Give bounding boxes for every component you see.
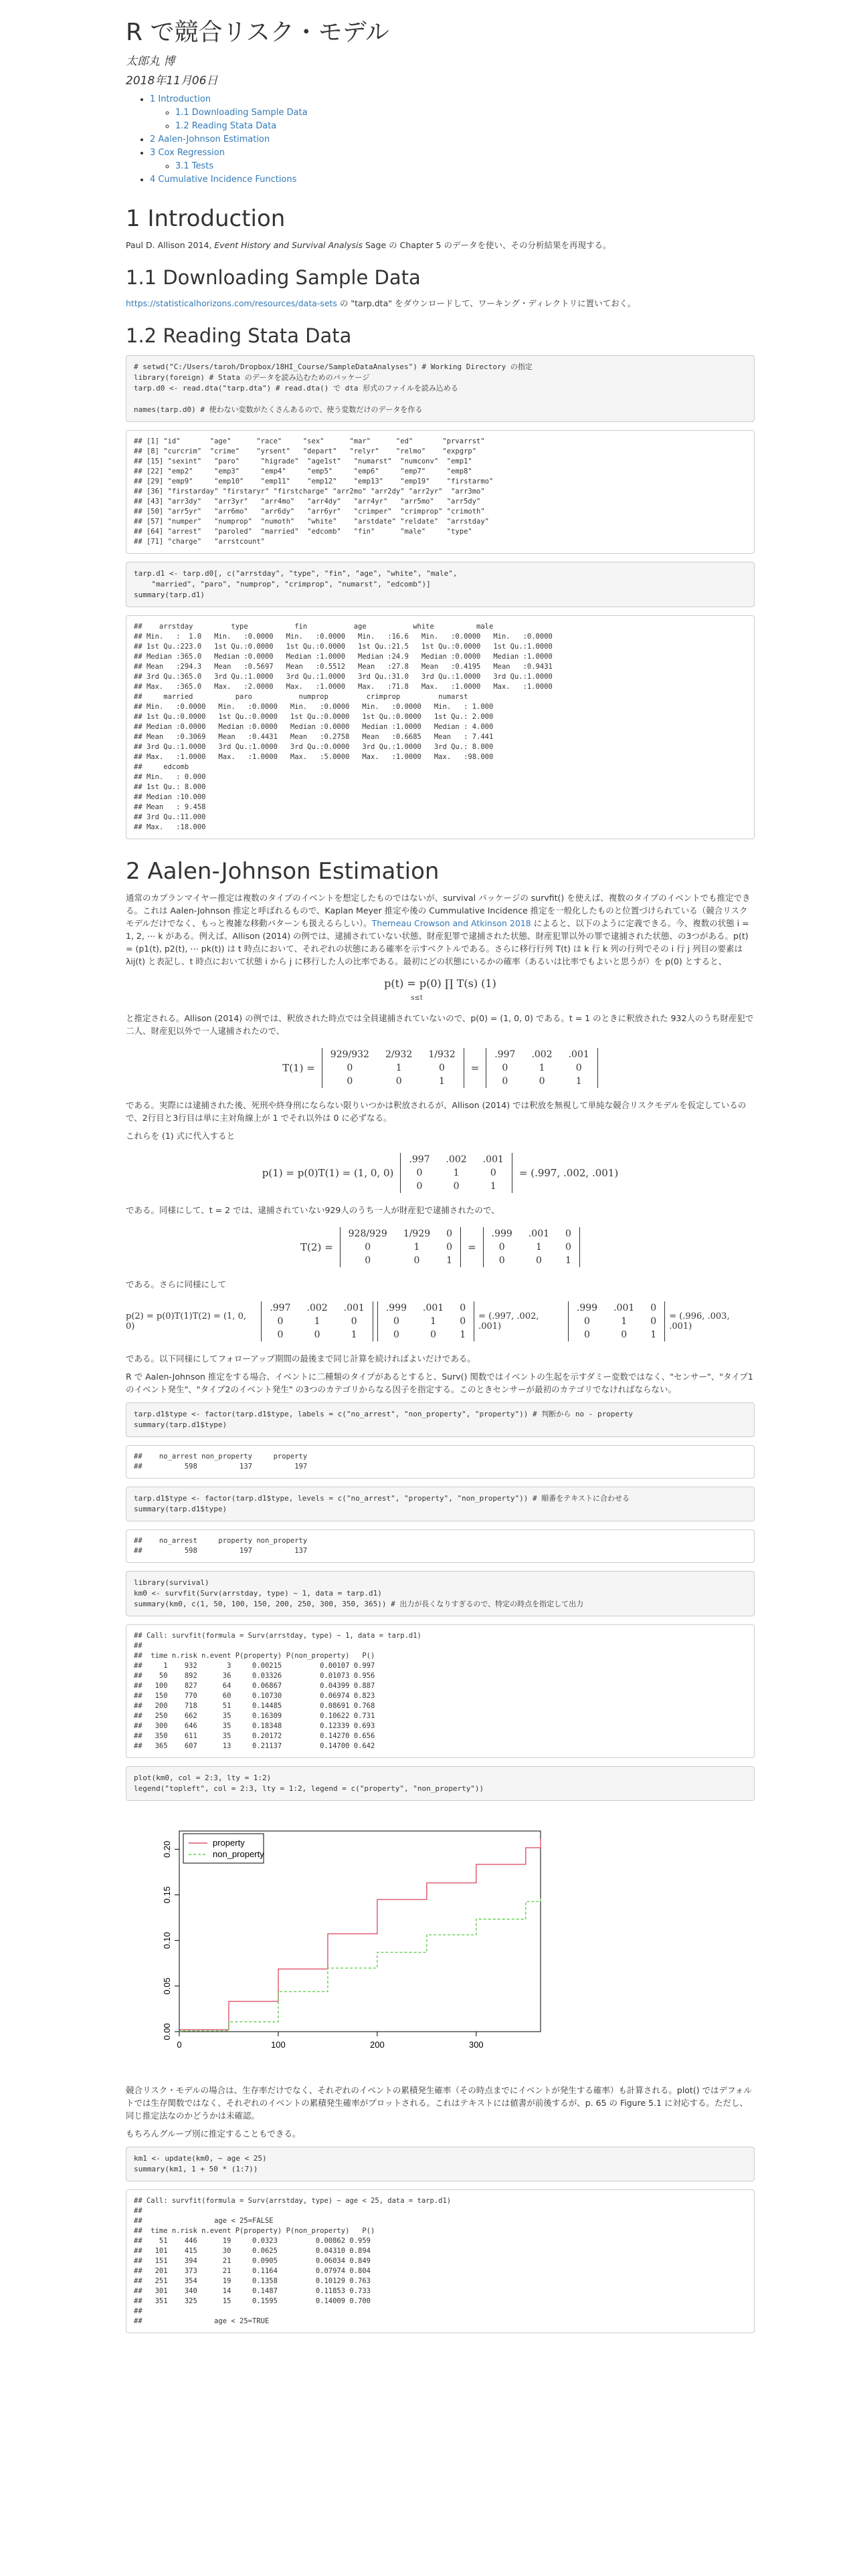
x-tick-label: 300 [468, 2040, 484, 2050]
paragraph: Paul D. Allison 2014, Event History and Survival Analysis Sage の Chapter 5 のデータを使い、その分析結果を再現する。 [126, 240, 611, 250]
code-block: tarp.d1$type <- factor(tarp.d1$type, labels = c("no_arrest", "non_property", "property")) # 判断から no - property summary(tarp.d1$type) [126, 1402, 755, 1437]
subsection-heading: 1.1 Downloading Sample Data [126, 266, 421, 289]
paragraph: これらを (1) 式に代入すると [126, 1131, 235, 1141]
matrix: .999 .001 0 0 1 0 0 0 1 [483, 1227, 580, 1267]
cumulative-incidence-plot [126, 1821, 755, 2064]
document [126, 0, 755, 2333]
matrix: 928/929 1/929 0 0 1 0 0 0 1 [340, 1227, 461, 1267]
equation-T2: T(2) = 928/929 1/929 0 0 1 0 0 0 1 = .999 .001 0 0 1 0 0 0 1 [126, 1227, 755, 1267]
output-block: ## [1] "id" "age" "race" "sex" "mar" "ed" "prvarrst" ## [8] "curcrim" "crime" "yrsent" "depart" "relyr" "relmo" "expgrp" ## [15] "sexint" "paro" "higrade" "age1st" "numarst" "numconv" "emp1" ## [22] "emp2" "emp3" "emp4" "emp5" "emp6" "emp7" "emp8" ## [29] "emp9" "emp10" "emp11" "emp12" "emp13" "emp19" "firstarmo" ## [36] "firstarday" "firstaryr" "firstcharge" "arr2mo" "arr2dy" "arr2yr" "arr3mo" ## [43] "arr3dy" "arr3yr" "arr4mo" "arr4dy" "arr4yr" "arr5mo" "arr5dy" ## [50] "arr5yr" "arr6mo" "arr6dy" "arr6yr" "crimper" "crimprop" "crimoth" ## [57] "numper" "numprop" "numoth" "white" "arstdate" "reldate" "arrstday" ## [64] "arrest" "paroled" "married" "edcomb" "fin" "male" "type" ## [71] "charge" "arrstcount" [126, 430, 755, 554]
code-block: plot(km0, col = 2:3, lty = 1:2) legend("topleft", col = 2:3, lty = 1:2, legend = c("property", "non_property")) [126, 1766, 755, 1801]
toc-link[interactable]: 2 Aalen-Johnson Estimation [150, 134, 270, 144]
matrix: .997 .002 .001 0 1 0 0 0 1 [400, 1153, 512, 1193]
equation-T1: T(1) = 929/932 2/932 1/932 0 1 0 0 0 1 = .997 .002 .001 0 1 0 0 0 1 [126, 1048, 755, 1088]
matrix: .997 .002 .001 0 1 0 0 0 1 [261, 1301, 373, 1341]
paragraph: https://statisticalhorizons.com/resources/data-sets の "tarp.dta" をダウンロードして、ワーキング・ディレクトリに置いておく。 [126, 298, 636, 308]
toc-link[interactable]: 1.1 Downloading Sample Data [175, 108, 308, 118]
matrix: .999 .001 0 0 1 0 0 0 1 [568, 1301, 665, 1341]
subsection-heading: 1.2 Reading Stata Data [126, 324, 352, 347]
reference-link[interactable]: Therneau Crowson and Atkinson 2018 [371, 918, 531, 928]
toc-link[interactable]: 3 Cox Regression [150, 148, 225, 158]
y-tick-label: 0.15 [162, 1886, 172, 1904]
code-block: tarp.d1 <- tarp.d0[, c("arrstday", "type", "fin", "age", "white", "male", "married", "paro", "numprop", "crimprop", "numarst", "edcomb")] summary(tarp.d1) [126, 562, 755, 607]
toc-link[interactable]: 1.2 Reading Stata Data [175, 121, 277, 131]
page-title: R で競合リスク・モデル [126, 19, 389, 46]
output-block: ## Call: survfit(formula = Surv(arrstday, type) ~ age < 25, data = tarp.d1) ## ## age < 25=FALSE ## time n.risk n.event P(property) P(non_property) P() ## 51 446 19 0.0323 0.00862 0.959 ## 101 415 30 0.0625 0.04310 0.894 ## 151 394 21 0.0905 0.06034 0.849 ## 201 373 21 0.1164 0.07974 0.804 ## 251 354 19 0.1358 0.10129 0.763 ## 301 340 14 0.1487 0.11853 0.733 ## 351 325 15 0.1595 0.14009 0.700 ## ## age < 25=TRUE [126, 2189, 755, 2333]
toc-link[interactable]: 3.1 Tests [175, 161, 214, 171]
y-tick-label: 0.10 [162, 1931, 172, 1949]
paragraph: もちろんグループ別に推定することもできる。 [126, 2129, 301, 2139]
matrix: 929/932 2/932 1/932 0 1 0 0 0 1 [322, 1048, 464, 1088]
matrix: .997 .002 .001 0 1 0 0 0 1 [486, 1048, 598, 1088]
output-block: ## Call: survfit(formula = Surv(arrstday, type) ~ 1, data = tarp.d1) ## ## time n.risk n.event P(property) P(non_property) P() ## 1 932 3 0.00215 0.00107 0.997 ## 50 892 36 0.03326 0.01073 0.956 ## 100 827 64 0.06867 0.04399 0.887 ## 150 770 60 0.10730 0.06974 0.823 ## 200 718 51 0.14485 0.08691 0.768 ## 250 662 35 0.16309 0.10622 0.731 ## 300 646 35 0.18348 0.12339 0.693 ## 350 611 35 0.20172 0.14270 0.656 ## 365 607 13 0.21137 0.14700 0.642 [126, 1624, 755, 1758]
matrix: .999 .001 0 0 1 0 0 0 1 [377, 1301, 474, 1341]
paragraph: R で Aalen-Johnson 推定をする場合、イベントに二種類のタイプがあるとすると、Surv() 関数ではイベントの生起を示すダミー変数ではなく、"センサー"、"タイプ1のイベント発生"、"タイプ2のイベント発生" の3つのカテゴリからなる因子を指定する。このときセンサーが最初のカテゴリでなければならない。 [126, 1372, 753, 1394]
equation-p1: p(1) = p(0)T(1) = (1, 0, 0) .997 .002 .001 0 1 0 0 0 1 = (.997, .002, .001) [262, 1154, 619, 1192]
equation-1: p(t) = p(0) ∏ T(s) (1) s≤t [384, 977, 496, 1002]
equation-p2: p(2) = p(0)T(1)T(2) = (1, 0, 0) .997 .002 .001 0 1 0 0 0 1 .999 .001 0 0 1 0 0 0 1 = (.997, .002, .001) .999 .001 0 0 1 0 0 0 1 = (.996, .003, .001) [126, 1303, 730, 1340]
paragraph: である。実際には逮捕された後、死刑や終身刑にならない限りいつかは釈放されるが、Allison (2014) では釈放を無視して単純な競合リスクモデルを仮定しているので、2行目と3行目は単に主対角線上が 1 でそれ以外は 0 に必ずなる。 [126, 1100, 747, 1123]
section-heading: 1 Introduction [126, 205, 286, 232]
y-tick-label: 0.05 [162, 1977, 172, 1995]
code-block: # setwd("C:/Users/taroh/Dropbox/18HI_Course/SampleDataAnalyses") # Working Directory の指定 library(foreign) # Stata のデータを読み込むためのパッケージ tarp.d0 <- read.dta("tarp.dta") # read.dta() で dta 形式のファイルを読み込める names(tarp.d0) # 使わない変数がたくさんあるので、使う変数だけのデータを作る [126, 355, 755, 422]
output-block: ## arrstday type fin age white male ## Min. : 1.0 Min. :0.0000 Min. :0.0000 Min. :16.6 Min. :0.0000 Min. :0.0000 ## 1st Qu.:223.0 1st Qu.:0.0000 1st Qu.:0.0000 1st Qu.:21.5 1st Qu.:0.0000 1st Qu.:1.0000 ## Median :365.0 Median :0.0000 Median :1.0000 Median :24.9 Median :0.0000 Median :1.0000 ## Mean :294.3 Mean :0.5697 Mean :0.5512 Mean :27.8 Mean :0.4195 Mean :0.9431 ## 3rd Qu.:365.0 3rd Qu.:1.0000 3rd Qu.:1.0000 3rd Qu.:31.0 3rd Qu.:1.0000 3rd Qu.:1.0000 ## Max. :365.0 Max. :2.0000 Max. :1.0000 Max. :71.8 Max. :1.0000 Max. :1.0000 ## married paro numprop crimprop numarst ## Min. :0.0000 Min. :0.0000 Min. :0.0000 Min. :0.0000 Min. : 1.000 ## 1st Qu.:0.0000 1st Qu.:0.0000 1st Qu.:0.0000 1st Qu.:0.0000 1st Qu.: 2.000 ## Median :0.0000 Median :0.0000 Median :0.0000 Median :1.0000 Median : 4.000 ## Mean :0.3069 Mean :0.4431 Mean :0.2758 Mean :0.6685 Mean : 7.441 ## 3rd Qu.:1.0000 3rd Qu.:1.0000 3rd Qu.:0.0000 3rd Qu.:1.0000 3rd Qu.: 8.000 ## Max. :1.0000 Max. :1.0000 Max. :5.0000 Max. :1.0000 Max. :98.000 ## edcomb ## Min. : 0.000 ## 1st Qu.: 8.000 ## Median :10.000 ## Mean : 9.458 ## 3rd Qu.:11.000 ## Max. :18.000 [126, 615, 755, 839]
table-of-contents [150, 93, 755, 187]
series-line-property [179, 1839, 541, 2032]
code-block: library(survival) km0 <- survfit(Surv(arrstday, type) ~ 1, data = tarp.d1) summary(km0, c(1, 50, 100, 150, 200, 250, 300, 350, 365)) # 出力が長くなりすぎるので、特定の時点を指定して出力 [126, 1571, 755, 1616]
legend-label: property [213, 1838, 245, 1848]
paragraph: 通常のカプランマイヤー推定は複数のタイプのイベントを想定したものではないが、survival パッケージの survfit() を使えば、複数のタイプのイベントでも推定できる。これは Aalen-Johnson 推定と呼ばれるもので、Kaplan Meyer 推定や後の Cummulative Incidence 推定を一般化したものと位置づけられている（競合リスクモデルだけでなく、もっと複雑な移動パターンも扱えるらしい）。Therneau Crowson and Atkinson 2018 によると、以下のように定義できる。今、複数の状態 i = 1, 2, ⋯ k がある。例えば、Allison (2014) の例では、逮捕されていない状態、財産犯罪で逮捕された状態、財産犯罪以外の罪で逮捕された状態、の3つがある。p(t) = (p1(t), p2(t), ⋯ pk(t)) は t 時点において、それぞれの状態にある確率を示すベクトルである。さらに移行行列 T(t) は k 行 k 列の行列でその i 行 j 列目の要素は λij(t) と表記し、t 時点において状態 i から j に移行した人の比率である。最初にどの状態にいるかの確率（あるいは比率でもよいと思うが）を p(0) とすると、 [126, 893, 751, 966]
x-tick-label: 200 [370, 2040, 385, 2050]
output-block: ## no_arrest property non_property ## 598 197 137 [126, 1529, 755, 1563]
output-block: ## no_arrest non_property property ## 598 137 197 [126, 1445, 755, 1479]
series-line-non_property [179, 1898, 541, 2032]
legend-label: non_property [213, 1849, 264, 1859]
author: 太郎丸 博 [126, 55, 175, 68]
paragraph: である。同様にして、t = 2 では、逮捕されていない929人のうち一人が財産犯で逮捕されたので、 [126, 1205, 500, 1215]
y-tick-label: 0.00 [162, 2023, 172, 2040]
x-tick-label: 0 [177, 2040, 182, 2050]
paragraph: と推定される。Allison (2014) の例では、釈放された時点では全員逮捕されていないので、p(0) = (1, 0, 0) である。t = 1 のときに釈放された 932人のうち財産犯で二人、財産犯以外で一人逮捕されたので、 [126, 1013, 754, 1036]
paragraph: である。以下同様にしてフォローアップ期間の最後まで同じ計算を続ければよいだけである。 [126, 1354, 476, 1364]
section-heading: 2 Aalen-Johnson Estimation [126, 858, 440, 885]
paragraph: 競合リスク・モデルの場合は、生存率だけでなく、それぞれのイベントの累積発生確率（その時点までにイベントが発生する確率）も計算される。plot() ではデフォルトでは生存関数ではなく、それぞれのイベントの累積発生確率がプロットされる。これはテキストには値書が前後するが、p. 65 の Figure 5.1 に対応する。ただし、同じ推定法なのかどうかは未確認。 [126, 2085, 752, 2121]
y-tick-label: 0.20 [162, 1840, 172, 1858]
code-block: tarp.d1$type <- factor(tarp.d1$type, levels = c("no_arrest", "property", "non_property")) # 順番をテキストに合わせる summary(tarp.d1$type) [126, 1487, 755, 1521]
date: 2018年11月06日 [126, 74, 218, 88]
paragraph: である。さらに同様にして [126, 1279, 227, 1289]
code-block: km1 <- update(km0, ~ age < 25) summary(km1, 1 + 50 * (1:7)) [126, 2147, 755, 2181]
data-sets-link[interactable]: https://statisticalhorizons.com/resources/data-sets [126, 298, 337, 308]
x-tick-label: 100 [271, 2040, 286, 2050]
toc-link[interactable]: 1 Introduction [150, 94, 211, 104]
toc-link[interactable]: 4 Cumulative Incidence Functions [150, 175, 297, 185]
chart-svg [126, 1821, 554, 2062]
